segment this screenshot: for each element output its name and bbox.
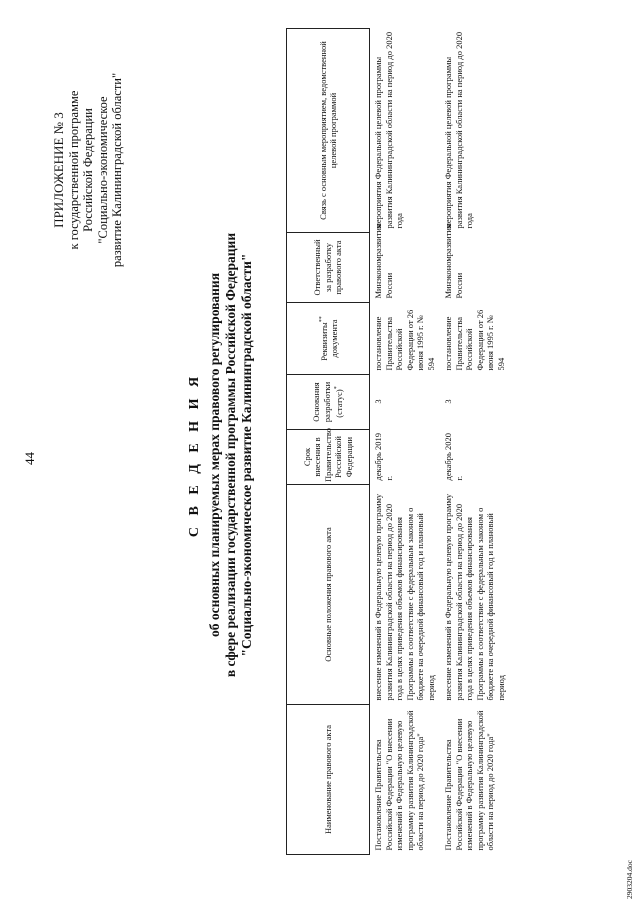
header-requisites: [287, 303, 370, 375]
cell-responsible: Минэкономразвития России: [443, 224, 464, 299]
measures-table: [286, 28, 510, 855]
heading-line: об основных планируемых мерах правового регулирования: [207, 272, 222, 638]
table-row: [370, 29, 441, 855]
cell-requisites: постановление Правительства Российской Федерации от 26 июня 1995 г. № 594: [373, 309, 436, 371]
cell-link: мероприятия Федеральной целевой программы развития Калининградской области на период до 2020 года: [373, 31, 404, 229]
footnote-marker: **: [318, 316, 325, 323]
cell-name: Постановление Правительства Российской Федерации "О внесении изменений в Федеральную целевую программу развития Калининградской области на период до 2020 года": [443, 710, 495, 851]
appendix-title: ПРИЛОЖЕНИЕ № 3: [51, 112, 66, 228]
heading-line: "Социально-экономическое развитие Калининградской области": [239, 253, 254, 657]
appendix-line: к государственной программе: [66, 90, 81, 250]
header-name: Наименование правового акта: [287, 705, 370, 855]
header-responsible: Ответственный за разработку правового акта: [287, 233, 370, 303]
cell-responsible: Минэкономразвития России: [373, 224, 394, 299]
cell-basis: 3: [443, 399, 453, 404]
table-header-row: [287, 29, 370, 855]
table-row: [440, 29, 510, 855]
cell-requisites: постановление Правительства Российской Федерации от 26 июня 1995 г. № 594: [443, 309, 506, 371]
header-deadline: Срок внесения в Правительство Российской Федерации: [287, 430, 370, 485]
header-basis: [287, 375, 370, 430]
cell-basis: 3: [373, 399, 383, 404]
header-link: Связь с основным мероприятием, ведомственной целевой программой: [287, 29, 370, 233]
header-basis-text: Основания разработки (статус): [311, 381, 345, 423]
footnote-marker: *: [334, 386, 341, 390]
cell-deadline: декабрь 2019 г.: [373, 433, 394, 481]
appendix-line: "Социально-экономическое: [95, 96, 110, 244]
appendix-line: Российской Федерации: [81, 108, 95, 232]
page-number: 44: [22, 452, 37, 465]
footer-filename: 2903204.doc: [625, 860, 634, 899]
heading-line: в сфере реализации государственной программы Российской Федерации: [223, 232, 238, 678]
header-provisions: Основные положения правового акта: [287, 485, 370, 705]
cell-link: мероприятия Федеральной целевой программы развития Калининградской области на период до 2020 года: [443, 31, 474, 229]
appendix-line: развитие Калининградской области": [110, 72, 124, 268]
cell-name: Постановление Правительства Российской Федерации "О внесении изменений в Федеральную целевую программу развития Калининградской области на период до 2020 года": [373, 710, 425, 851]
header-requisites-tail: документа: [328, 319, 339, 358]
cell-provisions: внесение изменений в Федеральную целевую программу развития Калининградской области на период до 2020 года в целях приведения объемов финансирования Программы в соответствие с федеральным законом о бюджете на очередной финансовый год и плановый период: [373, 493, 436, 701]
cell-provisions: внесение изменений в Федеральную целевую программу развития Калининградской области на период до 2020 года в целях приведения объемов финансирования Программы в соответствие с федеральным законом о бюджете на очередной финансовый год и плановый период: [443, 493, 506, 701]
heading-title: С В Е Д Е Н И Я: [187, 372, 202, 538]
appendix-block: [52, 20, 125, 320]
cell-deadline: декабрь 2020 г.: [443, 433, 464, 481]
header-requisites-text: Реквизиты: [318, 322, 329, 361]
document-heading: [187, 155, 255, 755]
